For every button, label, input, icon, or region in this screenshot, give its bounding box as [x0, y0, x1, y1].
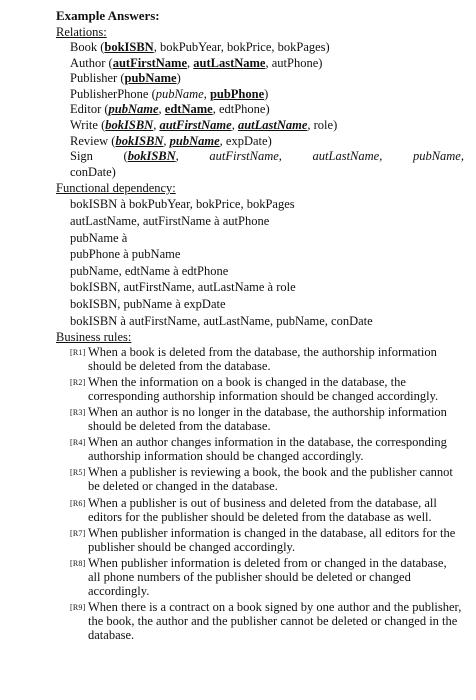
- separator: ,: [163, 133, 170, 148]
- attributes: , expDate): [219, 133, 272, 148]
- rule-text: When the information on a book is changed in the database, the corresponding authorship information should be changed accordingly.: [88, 375, 439, 404]
- paren: (: [123, 149, 128, 164]
- foreign-key: pubName: [155, 86, 204, 101]
- rule-tag: [R4]: [70, 438, 86, 448]
- attributes: ): [264, 86, 269, 101]
- sign-line-1: [70, 149, 466, 165]
- rule-item: [70, 600, 466, 642]
- primary-key: pubPhone: [209, 86, 265, 101]
- attributes: , edtPhone): [212, 102, 270, 117]
- rule-item: [70, 345, 466, 373]
- separator: ,: [175, 149, 179, 164]
- rule-tag: [R3]: [70, 408, 86, 418]
- foreign-key: pubName: [169, 133, 220, 148]
- separator: ,: [187, 55, 194, 70]
- foreign-attr: autFirstName,: [209, 149, 282, 164]
- rule-tag: [R2]: [70, 378, 86, 388]
- attributes: ): [176, 71, 181, 86]
- fd-item: bokISBN à autFirstName, autLastName, pubName, conDate: [70, 313, 373, 328]
- rule-item: [70, 556, 466, 598]
- separator: ,: [153, 117, 160, 132]
- fd-list: [56, 196, 466, 329]
- rule-item: [70, 375, 466, 403]
- sign-line-2: conDate): [70, 164, 116, 179]
- relation-review: [56, 134, 466, 150]
- relations-heading: Relations:: [56, 25, 107, 39]
- relation-publisherphone: [56, 87, 466, 103]
- fd-item: pubName, edtName à edtPhone: [70, 263, 229, 278]
- rule-text: When publisher information is deleted from or changed in the database, all phone numbers of the publisher should be deleted or changed accordingly.: [88, 555, 447, 598]
- relation-name: Publisher (: [70, 71, 125, 86]
- functional-dependency-heading: Functional dependency:: [56, 181, 176, 196]
- relation-author: [56, 56, 466, 72]
- attributes: , bokPubYear, bokPrice, bokPages): [153, 40, 330, 54]
- relation-name: Editor (: [70, 102, 109, 117]
- foreign-key: autFirstName: [159, 117, 232, 132]
- relation-book: [56, 40, 466, 56]
- rule-item: [70, 435, 466, 463]
- rule-text: When a book is deleted from the database, the authorship information should be deleted from the database.: [88, 345, 437, 374]
- fd-item: bokISBN à bokPubYear, bokPrice, bokPages: [70, 197, 295, 212]
- rule-tag: [R7]: [70, 528, 86, 538]
- relation-name: Write (: [70, 117, 106, 132]
- rule-item: [70, 465, 466, 493]
- foreign-key: pubName: [108, 102, 159, 117]
- rule-text: When a publisher is reviewing a book, the book and the publisher cannot be deleted or changed in the database.: [88, 465, 453, 494]
- primary-key: edtName: [164, 102, 213, 117]
- rule-tag: [R5]: [70, 468, 86, 478]
- relation-write: [56, 118, 466, 134]
- rule-tag: [R8]: [70, 558, 86, 568]
- document-title: Example Answers:: [56, 8, 160, 23]
- rule-text: When a publisher is out of business and deleted from the database, all editors for the publisher should be deleted from the database as well.: [88, 495, 437, 524]
- relation-sign: [56, 149, 466, 180]
- separator: ,: [231, 117, 238, 132]
- relation-publisher: [56, 71, 466, 87]
- rule-item: [70, 405, 466, 433]
- rule-text: When an author changes information in the database, the corresponding authorship information should be changed accordingly.: [88, 435, 447, 464]
- business-rules-heading: Business rules:: [56, 330, 132, 345]
- attributes: , role): [307, 117, 338, 132]
- rule-tag: [R6]: [70, 498, 86, 508]
- rule-text: When publisher information is changed in the database, all editors for the publisher should be changed accordingly.: [88, 525, 456, 554]
- rule-text: When an author is no longer in the database, the authorship information should be deleted from the database.: [88, 405, 447, 434]
- fd-item: pubPhone à pubName: [70, 247, 181, 262]
- primary-key: bokISBN: [104, 40, 154, 54]
- separator: ,: [158, 102, 165, 117]
- relation-name: PublisherPhone (: [70, 86, 156, 101]
- relation-editor: [56, 102, 466, 118]
- sign-key-group: [124, 149, 179, 165]
- rule-tag: [R9]: [70, 602, 86, 612]
- rule-tag: [R1]: [70, 348, 86, 358]
- separator: ,: [203, 86, 210, 101]
- attributes: , autPhone): [265, 55, 323, 70]
- rule-text: When there is a contract on a book signed by one author and the publisher, the book, the author and the publisher cannot be deleted or changed in the database.: [88, 599, 462, 642]
- fd-item: pubName à: [70, 230, 128, 245]
- fd-item: autLastName, autFirstName à autPhone: [70, 213, 270, 228]
- foreign-key: autLastName: [237, 117, 308, 132]
- primary-key: autLastName: [193, 55, 266, 70]
- fd-item: bokISBN, pubName à expDate: [70, 296, 226, 311]
- primary-key: pubName: [124, 71, 177, 86]
- rules-list: [56, 345, 466, 642]
- foreign-key: bokISBN: [105, 117, 154, 132]
- rule-item: [70, 496, 466, 524]
- foreign-key: bokISBN: [127, 149, 176, 164]
- foreign-attr: pubName,: [412, 149, 464, 164]
- relation-name: Book (: [70, 40, 105, 54]
- relation-name: Review (: [70, 133, 116, 148]
- foreign-key: bokISBN: [115, 133, 164, 148]
- relation-name: Sign: [70, 149, 93, 164]
- fd-item: bokISBN, autFirstName, autLastName à role: [70, 280, 296, 295]
- relation-name: Author (: [70, 55, 113, 70]
- primary-key: autFirstName: [112, 55, 187, 70]
- foreign-attr: autLastName,: [312, 149, 383, 164]
- rule-item: [70, 526, 466, 554]
